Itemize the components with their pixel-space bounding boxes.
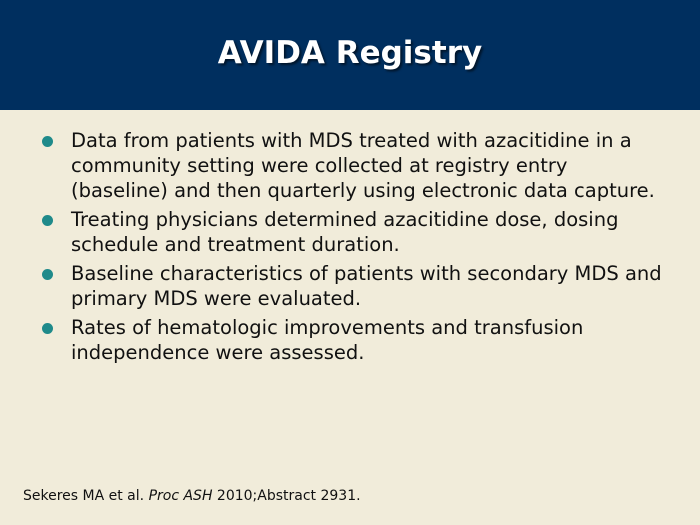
bullet-dot-icon (42, 136, 53, 147)
bullet-dot-icon (42, 215, 53, 226)
bullet-text: Baseline characteristics of patients with secondary MDS and primary MDS were evaluated. (71, 262, 662, 310)
bullet-dot-icon (42, 269, 53, 280)
citation-journal: Proc ASH (148, 488, 213, 504)
citation-authors: Sekeres MA et al. (23, 488, 145, 504)
bullet-item (42, 261, 662, 311)
slide-title: AVIDA Registry (217, 35, 483, 71)
citation (23, 488, 361, 504)
bullet-list (42, 128, 662, 369)
bullet-item (42, 207, 662, 257)
bullet-dot-icon (42, 323, 53, 334)
bullet-item (42, 128, 662, 203)
bullet-text: Rates of hematologic improvements and transfusion independence were assessed. (71, 316, 584, 364)
title-banner (0, 0, 700, 110)
bullet-text: Treating physicians determined azacitidine dose, dosing schedule and treatment duration. (71, 208, 619, 256)
citation-details: 2010;Abstract 2931. (216, 488, 361, 504)
bullet-text: Data from patients with MDS treated with azacitidine in a community setting were collected at registry entry (baseline) and then quarterly using electronic data capture. (71, 129, 655, 202)
bullet-item (42, 315, 662, 365)
